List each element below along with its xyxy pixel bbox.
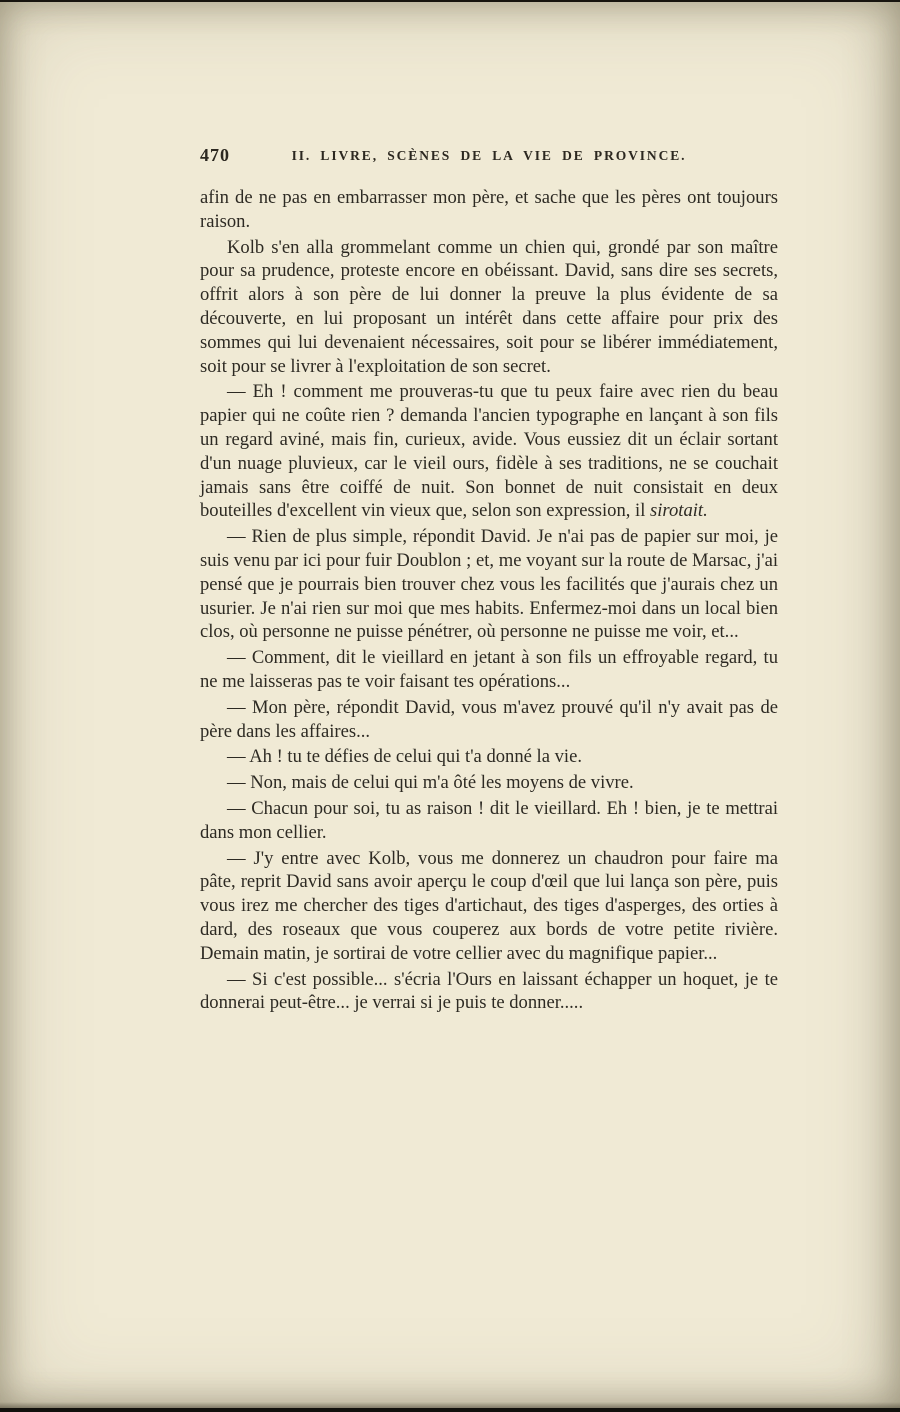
scan-edge-top (0, 0, 900, 2)
text-segment: Kolb s'en alla grommelant comme un chien qui, grondé par son maître pour sa prudence, proteste encore en obéissant. David, sans dire ses secrets, offrit alors à son père de lui donner la preuve la plus évidente de sa découverte, en lui proposant un intérêt dans cette affaire pour prix des sommes qui lui devenaient nécessaires, soit pour se libérer immédiatement, soit pour se livrer à l'exploitation de son secret. (200, 236, 778, 377)
paragraph (200, 380, 778, 523)
text-segment: afin de ne pas en embarrasser mon père, et sache que les pères ont toujours raison. (200, 187, 778, 232)
paragraph (200, 847, 778, 966)
text-segment: — Mon père, répondit David, vous m'avez prouvé qu'il n'y avait pas de père dans les affaires... (200, 696, 778, 742)
page-body (200, 186, 778, 1017)
page-header (200, 145, 778, 165)
text-segment: — J'y entre avec Kolb, vous me donnerez un chaudron pour faire ma pâte, reprit David sans avoir aperçu le coup d'œil que lui lança son père, puis vous irez me chercher des tiges d'artichaut, des tiges d'asperges, des orties à dard, des roseaux que vous couperez aux bords de votre petite rivière. Demain matin, je sortirai de votre cellier avec du magnifique papier... (200, 847, 778, 964)
italic-text: sirotait. (650, 500, 708, 522)
text-segment: — Non, mais de celui qui m'a ôté les moyens de vivre. (227, 772, 634, 794)
paragraph (200, 236, 778, 379)
text-segment: — Chacun pour soi, tu as raison ! dit le vieillard. Eh ! bien, je te mettrai dans mon cellier. (200, 797, 778, 843)
scan-edge-bottom (0, 1408, 900, 1412)
page-number: 470 (200, 145, 230, 165)
text-segment: — Eh ! comment me prouveras-tu que tu peux faire avec rien du beau papier qui ne coûte rien ? demanda l'ancien typographe en lançant à son fils un regard aviné, mais fin, curieux, avide. Vous eussiez dit un éclair sortant d'un nuage pluvieux, car le vieil ours, fidèle à ses traditions, ne se couchait jamais sans être coiffé de nuit. Son bonnet de nuit consistait en deux bouteilles d'excellent vin vieux que, selon son expression, il (200, 381, 778, 522)
text-segment: — Si c'est possible... s'écria l'Ours en laissant échapper un hoquet, je te donnerai peut-être... je verrai si je puis te donner..... (200, 968, 778, 1014)
text-segment: — Rien de plus simple, répondit David. Je n'ai pas de papier sur moi, je suis venu par ici pour fuir Doublon ; et, me voyant sur la route de Marsac, j'ai pensé que je pourrais bien trouver chez vous les facilités que j'aurais chez un usurier. Je n'ai rien sur moi que mes habits. Enfermez-moi dans un local bien clos, où personne ne puisse pénétrer, où personne ne puisse me voir, et... (200, 526, 778, 643)
paragraph (200, 745, 778, 769)
paragraph (200, 525, 778, 644)
text-segment: — Comment, dit le vieillard en jetant à son fils un effroyable regard, tu ne me laisseras pas te voir faisant tes opérations... (200, 647, 778, 692)
text-segment: — Ah ! tu te défies de celui qui t'a donné la vie. (227, 746, 582, 768)
running-title: II. LIVRE, SCÈNES DE LA VIE DE PROVINCE. (291, 148, 687, 163)
paragraph (200, 797, 778, 845)
paragraph (200, 696, 778, 744)
paragraph (200, 186, 778, 234)
paragraph (200, 968, 778, 1016)
paragraph (200, 771, 778, 795)
paragraph (200, 646, 778, 694)
